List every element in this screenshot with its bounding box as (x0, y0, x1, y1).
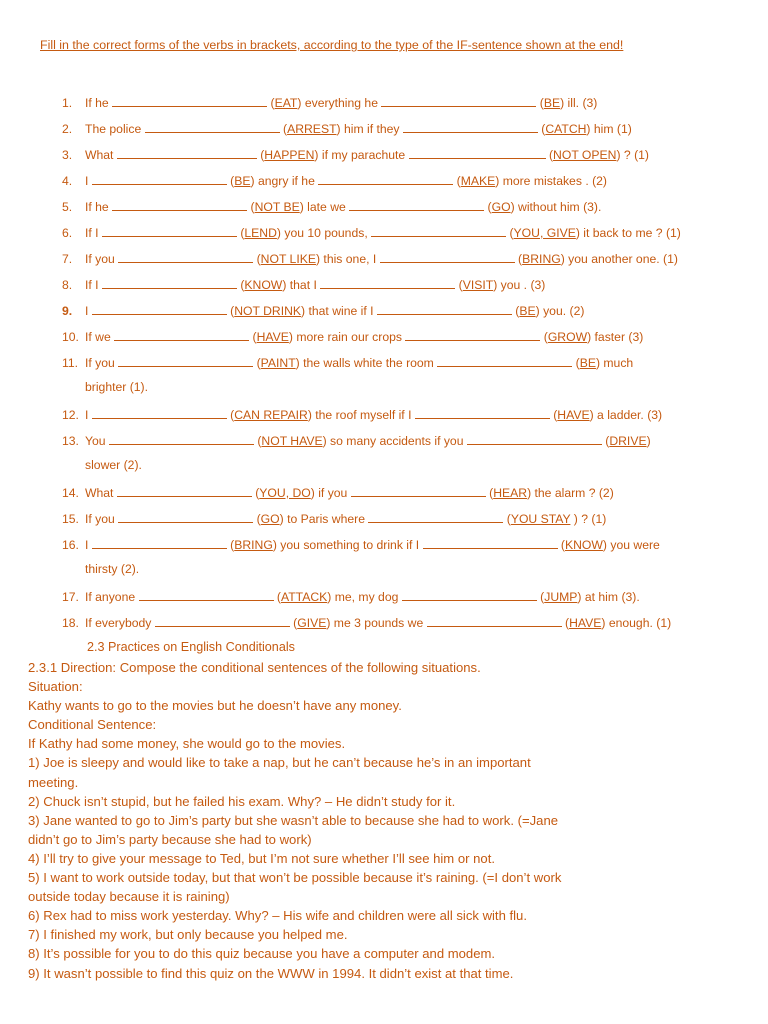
answer-blank[interactable] (114, 328, 249, 341)
conditional-type: (3) (530, 278, 546, 292)
verb-in-brackets: NOT LIKE (260, 252, 316, 266)
verb-in-brackets: MAKE (460, 174, 496, 188)
verb-in-brackets: YOU, DO (259, 486, 311, 500)
answer-blank[interactable] (405, 328, 540, 341)
text-line: meeting. (28, 774, 79, 790)
exercise-number: 3. (62, 148, 73, 162)
exercise-number: 9. (62, 304, 73, 318)
exercise-number: 12. (62, 408, 79, 422)
sentence-text: If I (85, 226, 102, 240)
sentence-text: ( (484, 200, 492, 214)
sentence-text: ( (256, 148, 265, 162)
sentence-text: brighter (85, 380, 130, 394)
sentence-text: ) ? (570, 512, 592, 526)
sentence-text: What (85, 148, 117, 162)
sentence-text: ( (253, 252, 261, 266)
conditional-type: (3) (582, 96, 598, 110)
section-heading: 2.3 Practices on English Conditionals (87, 640, 295, 654)
sentence-text: ) him if they (336, 122, 403, 136)
exercise-item (62, 94, 597, 112)
answer-blank[interactable] (118, 510, 253, 523)
sentence-text: ( (236, 278, 245, 292)
conditional-type: (1) (591, 512, 607, 526)
sentence-text: ) angry if he (250, 174, 319, 188)
exercise-item-continued (85, 458, 142, 472)
sentence-text: ( (557, 538, 565, 552)
sentence-text: If you (85, 252, 119, 266)
text-line: outside today because it is raining) (28, 889, 230, 905)
exercise-number: 16. (62, 538, 79, 552)
text-line: 5) I want to work outside today, but that won’t be possible because it’s raining. (=I don’t work (28, 870, 562, 886)
exercise-item (62, 614, 671, 632)
sentence-text: ) me, my dog (327, 590, 402, 604)
sentence-text: I (85, 304, 92, 318)
sentence-text: ) that I (282, 278, 321, 292)
sentence-text: ( (511, 304, 520, 318)
answer-blank[interactable] (118, 354, 253, 367)
sentence-text: ( (455, 278, 463, 292)
sentence-text: ) that wine if I (301, 304, 377, 318)
verb-in-brackets: YOU, GIVE (513, 226, 576, 240)
sentence-text: I (85, 538, 92, 552)
sentence-text: ) faster (587, 330, 629, 344)
answer-blank[interactable] (117, 146, 257, 159)
sentence-text: ) him (586, 122, 617, 136)
sentence-text: ) the roof myself if I (307, 408, 415, 422)
sentence-text: thirsty (85, 562, 121, 576)
conditional-type: (1) (665, 226, 681, 240)
answer-blank[interactable] (349, 198, 484, 211)
exercise-number: 13. (62, 434, 79, 448)
sentence-text: If you (85, 512, 119, 526)
sentence-text: ) me 3 pounds we (326, 616, 427, 630)
exercise-item (62, 198, 601, 216)
text-line: 1) Joe is sleepy and would like to take a nap, but he can’t because he’s in an important (28, 755, 531, 771)
exercise-number: 5. (62, 200, 73, 214)
sentence-text: The police (85, 122, 145, 136)
verb-in-brackets: CATCH (545, 122, 587, 136)
sentence-text: ) the walls white the room (295, 356, 438, 370)
text-line: didn’t go to Jim’s party because she had to work) (28, 831, 312, 847)
exercise-item (62, 588, 640, 606)
exercise-instructions: Fill in the correct forms of the verbs in brackets, according to the type of the IF-sentence shown at the end! (40, 38, 624, 52)
text-line: Conditional Sentence: (28, 717, 157, 733)
sentence-text: ( (226, 538, 235, 552)
sentence-text: ( (279, 122, 288, 136)
answer-blank[interactable] (92, 302, 227, 315)
verb-in-brackets: HAPPEN (264, 148, 315, 162)
answer-blank[interactable] (380, 250, 515, 263)
sentence-text: ) more rain our crops (288, 330, 406, 344)
sentence-text: ( (506, 226, 514, 240)
verb-in-brackets: NOT OPEN (553, 148, 617, 162)
sentence-text: If I (85, 278, 102, 292)
verb-in-brackets: JUMP (544, 590, 578, 604)
exercise-number: 15. (62, 512, 79, 526)
answer-blank[interactable] (402, 588, 537, 601)
sentence-text: ) (646, 434, 651, 448)
exercise-number: 8. (62, 278, 73, 292)
sentence-text: slower (85, 458, 124, 472)
text-line: Situation: (28, 679, 83, 695)
answer-blank[interactable] (351, 484, 486, 497)
verb-in-brackets: GO (260, 512, 280, 526)
sentence-text: ( (503, 512, 511, 526)
exercise-item (62, 432, 651, 450)
sentence-text: ) if you (310, 486, 351, 500)
sentence-text: ( (536, 96, 544, 110)
sentence-text: ( (537, 122, 546, 136)
text-line: 2) Chuck isn’t stupid, but he failed his exam. Why? – He didn’t study for it. (28, 793, 456, 809)
conditional-type: (2). (123, 458, 142, 472)
answer-blank[interactable] (318, 172, 453, 185)
sentence-text: What (85, 486, 117, 500)
conditional-type: (3) (628, 330, 644, 344)
answer-blank[interactable] (423, 536, 558, 549)
sentence-text: If anyone (85, 590, 139, 604)
exercise-item (62, 172, 607, 190)
answer-blank[interactable] (92, 536, 227, 549)
answer-blank[interactable] (102, 276, 237, 289)
answer-blank[interactable] (155, 614, 290, 627)
exercise-number: 17. (62, 590, 79, 604)
verb-in-brackets: GROW (547, 330, 588, 344)
sentence-text: ( (561, 616, 570, 630)
verb-in-brackets: BRING (522, 252, 561, 266)
answer-blank[interactable] (320, 276, 455, 289)
verb-in-brackets: HAVE (569, 616, 602, 630)
conditional-type: (3). (621, 590, 640, 604)
text-line: Kathy wants to go to the movies but he doesn’t have any money. (28, 698, 402, 714)
exercise-item-continued (85, 562, 139, 576)
exercise-item (62, 354, 633, 372)
text-line: 7) I finished my work, but only because you helped me. (28, 927, 348, 943)
sentence-text: If you (85, 356, 119, 370)
sentence-text: ( (226, 304, 235, 318)
sentence-text: If everybody (85, 616, 155, 630)
answer-blank[interactable] (427, 614, 562, 627)
sentence-text: ( (536, 590, 545, 604)
sentence-text: ) without him (3). (510, 200, 602, 214)
exercise-item (62, 146, 649, 164)
answer-blank[interactable] (112, 94, 267, 107)
exercise-item (62, 302, 584, 320)
sentence-text: ) you. (535, 304, 570, 318)
exercise-item (62, 406, 662, 424)
sentence-text: ( (572, 356, 580, 370)
verb-in-brackets: PAINT (260, 356, 296, 370)
answer-blank[interactable] (415, 406, 550, 419)
answer-blank[interactable] (368, 510, 503, 523)
conditional-type: (1) (663, 252, 678, 266)
conditional-type: (1) (616, 122, 632, 136)
verb-in-brackets: CAN REPAIR (234, 408, 308, 422)
answer-blank[interactable] (377, 302, 512, 315)
answer-blank[interactable] (118, 250, 253, 263)
conditional-type: (2) (598, 486, 614, 500)
sentence-text: ) much (595, 356, 634, 370)
conditional-type: (3) (647, 408, 663, 422)
exercise-item (62, 276, 545, 294)
sentence-text: ) ill. (560, 96, 583, 110)
verb-in-brackets: NOT BE (254, 200, 300, 214)
verb-in-brackets: GIVE (297, 616, 327, 630)
conditional-type: (2) (569, 304, 585, 318)
sentence-text: ) you 10 pounds, (276, 226, 372, 240)
sentence-text: ( (289, 616, 298, 630)
sentence-text: ) you . (493, 278, 531, 292)
sentence-text: ) (616, 148, 624, 162)
answer-blank[interactable] (381, 94, 536, 107)
answer-blank[interactable] (409, 146, 546, 159)
sentence-text: ( (485, 486, 494, 500)
sentence-text: ( (226, 408, 235, 422)
verb-in-brackets: ARREST (287, 122, 337, 136)
exercise-item (62, 250, 678, 268)
exercise-number: 2. (62, 122, 73, 136)
answer-blank[interactable] (403, 120, 538, 133)
sentence-text: ( (549, 408, 558, 422)
text-line: 9) It wasn’t possible to find this quiz on the WWW in 1994. It didn’t exist at that time. (28, 965, 514, 981)
answer-blank[interactable] (92, 406, 227, 419)
sentence-text: ) you another one. (560, 252, 664, 266)
sentence-text: ( (253, 356, 261, 370)
exercise-item (62, 510, 606, 528)
sentence-text: ) more mistakes . (2) (495, 174, 607, 188)
verb-in-brackets: HAVE (557, 408, 590, 422)
sentence-text: ( (251, 486, 260, 500)
sentence-text: ) you something to drink if I (272, 538, 423, 552)
exercise-number: 1. (62, 96, 73, 110)
verb-in-brackets: NOT HAVE (261, 434, 323, 448)
exercise-number: 4. (62, 174, 73, 188)
sentence-text: ( (253, 434, 262, 448)
answer-blank[interactable] (145, 120, 280, 133)
sentence-text: ( (273, 590, 281, 604)
verb-in-brackets: ATTACK (280, 590, 328, 604)
text-line: If Kathy had some money, she would go to the movies. (28, 736, 346, 752)
sentence-text: ( (453, 174, 461, 188)
sentence-text: If he (85, 200, 113, 214)
sentence-text: ( (226, 174, 235, 188)
answer-blank[interactable] (117, 484, 252, 497)
exercise-number: 7. (62, 252, 73, 266)
sentence-text: If he (85, 96, 113, 110)
verb-in-brackets: LEND (244, 226, 277, 240)
exercise-item-continued (85, 380, 148, 394)
conditional-type: (1). (129, 380, 148, 394)
verb-in-brackets: BE (579, 356, 596, 370)
exercise-item (62, 328, 643, 346)
conditional-type: (1) (656, 616, 672, 630)
verb-in-brackets: YOU STAY (510, 512, 571, 526)
answer-blank[interactable] (467, 432, 602, 445)
sentence-text: ) you were (602, 538, 660, 552)
answer-blank[interactable] (109, 432, 254, 445)
sentence-text: ( (236, 226, 245, 240)
exercise-item (62, 484, 614, 502)
exercise-item (62, 224, 681, 242)
text-line: 6) Rex had to miss work yesterday. Why? – His wife and children were all sick with flu. (28, 908, 527, 924)
sentence-text: ( (247, 200, 255, 214)
exercise-number: 6. (62, 226, 73, 240)
sentence-text: ) if my parachute (314, 148, 409, 162)
answer-blank[interactable] (139, 588, 274, 601)
sentence-text: ) to Paris where (279, 512, 369, 526)
exercise-item (62, 536, 660, 554)
exercise-number: 10. (62, 330, 79, 344)
conditional-type: ? (1) (623, 148, 649, 162)
verb-in-brackets: BRING (234, 538, 273, 552)
answer-blank[interactable] (102, 224, 237, 237)
verb-in-brackets: EAT (274, 96, 298, 110)
sentence-text: ( (267, 96, 275, 110)
sentence-text: I (85, 408, 92, 422)
sentence-text: ) the alarm ? (527, 486, 599, 500)
text-line: 8) It’s possible for you to do this quiz because you have a computer and modem. (28, 946, 496, 962)
sentence-text: ( (249, 330, 257, 344)
verb-in-brackets: HAVE (256, 330, 289, 344)
sentence-text: If we (85, 330, 115, 344)
text-line: 4) I’ll try to give your message to Ted, but I’m not sure whether I’ll see him or not. (28, 850, 495, 866)
sentence-text: ) it back to me ? (575, 226, 666, 240)
answer-blank[interactable] (112, 198, 247, 211)
verb-in-brackets: BE (519, 304, 536, 318)
text-line: 3) Jane wanted to go to Jim’s party but she wasn’t able to because she had to work. (=Jane (28, 812, 559, 828)
sentence-text: ) a ladder. (589, 408, 648, 422)
verb-in-brackets: BE (234, 174, 251, 188)
sentence-text: ( (601, 434, 610, 448)
sentence-text: ) so many accidents if you (322, 434, 467, 448)
verb-in-brackets: GO (491, 200, 511, 214)
sentence-text: ( (253, 512, 261, 526)
sentence-text: ) everything he (297, 96, 382, 110)
conditional-practice-text (28, 658, 628, 983)
verb-in-brackets: VISIT (462, 278, 494, 292)
sentence-text: ( (514, 252, 523, 266)
sentence-text: ) enough. (601, 616, 657, 630)
answer-blank[interactable] (371, 224, 506, 237)
exercise-number: 18. (62, 616, 79, 630)
exercise-number: 11. (62, 356, 79, 370)
verb-in-brackets: BE (543, 96, 561, 110)
sentence-text: ( (545, 148, 554, 162)
sentence-text: ) this one, I (315, 252, 380, 266)
sentence-text: ) at him (577, 590, 622, 604)
sentence-text: ) late we (299, 200, 350, 214)
answer-blank[interactable] (92, 172, 227, 185)
conditional-type: (2). (120, 562, 140, 576)
exercise-item (62, 120, 632, 138)
verb-in-brackets: NOT DRINK (234, 304, 302, 318)
answer-blank[interactable] (437, 354, 572, 367)
sentence-text: I (85, 174, 92, 188)
text-line: 2.3.1 Direction: Compose the conditional sentences of the following situations. (28, 660, 481, 675)
sentence-text: You (85, 434, 109, 448)
verb-in-brackets: KNOW (565, 538, 603, 552)
exercise-number: 14. (62, 486, 79, 500)
verb-in-brackets: DRIVE (609, 434, 647, 448)
verb-in-brackets: HEAR (493, 486, 528, 500)
verb-in-brackets: KNOW (244, 278, 283, 292)
sentence-text: ( (540, 330, 548, 344)
